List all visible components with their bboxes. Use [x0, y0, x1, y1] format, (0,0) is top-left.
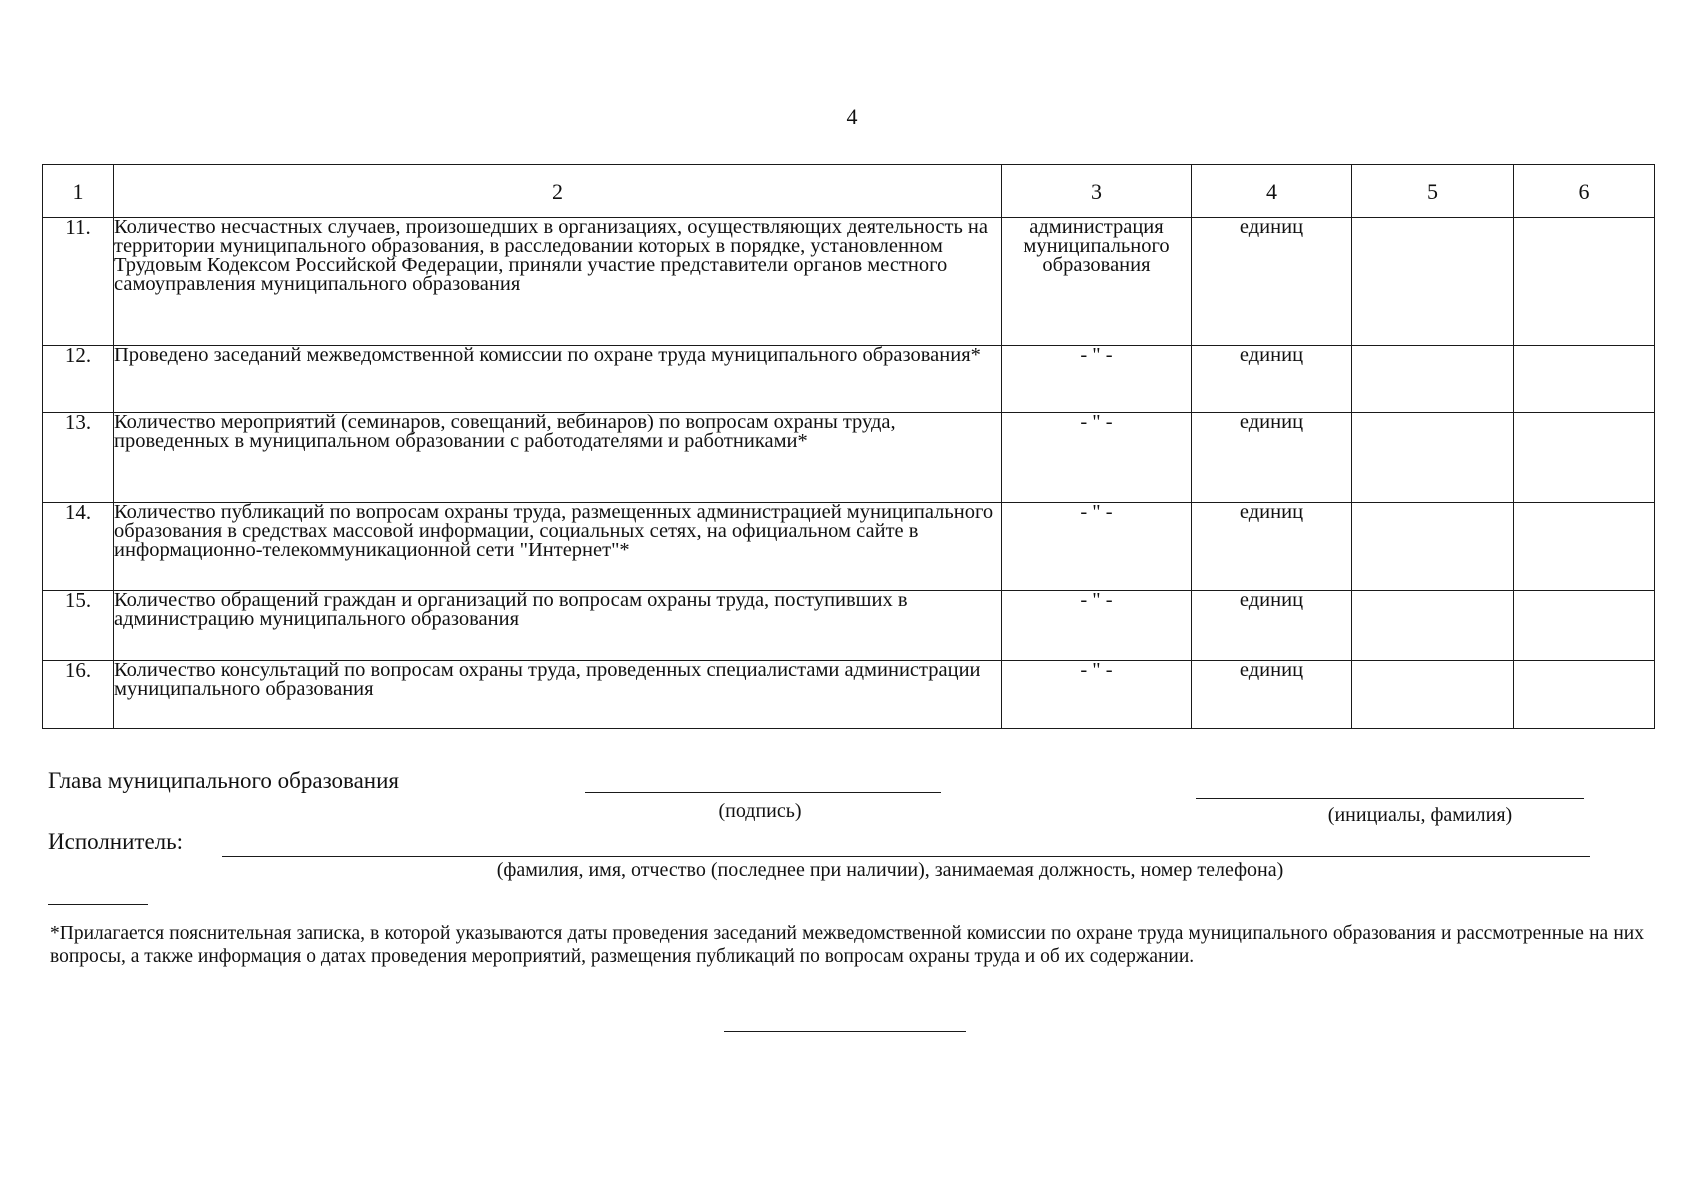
header-col-2: 2	[114, 165, 1002, 218]
table-row	[43, 413, 1655, 503]
row-number: 13.	[43, 413, 114, 503]
row-unit: единиц	[1192, 413, 1352, 503]
executor-label: Исполнитель:	[48, 829, 184, 854]
row-col6-cell[interactable]	[1514, 661, 1655, 729]
executor-caption: (фамилия, имя, отчество (последнее при наличии), занимаемая должность, номер телефона)	[496, 859, 1284, 881]
row-col6-cell[interactable]	[1514, 591, 1655, 661]
header-col-3: 3	[1002, 165, 1192, 218]
row-number: 15.	[43, 591, 114, 661]
footnote-separator	[48, 904, 148, 905]
row-description: Количество несчастных случаев, произошедших в организациях, осуществляющих деятельность на территории муниципального образования, в расследовании которых в порядке, установленном Трудовым Кодексом Российской Федерации, приняли участие представители органов местного самоуправления муниципального образования	[114, 218, 1002, 346]
row-description: Проведено заседаний межведомственной комиссии по охране труда муниципального образования*	[114, 346, 1002, 413]
row-number: 16.	[43, 661, 114, 729]
table-row	[43, 218, 1655, 346]
row-responsible: - " -	[1002, 503, 1192, 591]
header-col-1: 1	[43, 165, 114, 218]
row-unit: единиц	[1192, 503, 1352, 591]
signature-line[interactable]	[585, 792, 941, 793]
table-row	[43, 661, 1655, 729]
row-unit: единиц	[1192, 218, 1352, 346]
row-responsible: администрация муниципального образования	[1002, 218, 1192, 346]
row-description: Количество консультаций по вопросам охраны труда, проведенных специалистами администрации муниципального образования	[114, 661, 1002, 729]
row-description: Количество публикаций по вопросам охраны труда, размещенных администрацией муниципального образования в средствах массовой информации, социальных сетях, на официальном сайте в информационно-телекоммуникационной сети "Интернет"*	[114, 503, 1002, 591]
row-col5-cell[interactable]	[1352, 661, 1514, 729]
footnote: *Прилагается пояснительная записка, в которой указываются даты проведения заседаний межведомственной комиссии по охране труда муниципального образования и рассмотренные на них вопросы, а также информация о датах проведения мероприятий, размещения публикаций по вопросам охраны труда и об их содержании.	[50, 923, 1644, 967]
row-description: Количество обращений граждан и организаций по вопросам охраны труда, поступивших в администрацию муниципального образования	[114, 591, 1002, 661]
header-col-5: 5	[1352, 165, 1514, 218]
row-unit: единиц	[1192, 661, 1352, 729]
row-responsible: - " -	[1002, 346, 1192, 413]
row-col6-cell[interactable]	[1514, 346, 1655, 413]
report-table	[42, 164, 1655, 729]
row-col6-cell[interactable]	[1514, 413, 1655, 503]
head-of-municipality-label: Глава муниципального образования	[48, 768, 399, 793]
table-row	[43, 503, 1655, 591]
row-col6-cell[interactable]	[1514, 218, 1655, 346]
page-number: 4	[846, 104, 858, 129]
header-col-6: 6	[1514, 165, 1655, 218]
row-col5-cell[interactable]	[1352, 503, 1514, 591]
row-number: 12.	[43, 346, 114, 413]
header-col-4: 4	[1192, 165, 1352, 218]
row-col5-cell[interactable]	[1352, 413, 1514, 503]
row-col5-cell[interactable]	[1352, 218, 1514, 346]
row-unit: единиц	[1192, 591, 1352, 661]
table-row	[43, 591, 1655, 661]
end-of-document-line	[724, 1031, 966, 1032]
table-header-row	[43, 165, 1655, 218]
name-caption: (инициалы, фамилия)	[1327, 804, 1513, 826]
executor-line[interactable]	[222, 856, 1590, 857]
row-col5-cell[interactable]	[1352, 591, 1514, 661]
row-col5-cell[interactable]	[1352, 346, 1514, 413]
row-number: 11.	[43, 218, 114, 346]
row-responsible: - " -	[1002, 591, 1192, 661]
table-row	[43, 346, 1655, 413]
row-number: 14.	[43, 503, 114, 591]
row-responsible: - " -	[1002, 661, 1192, 729]
row-description: Количество мероприятий (семинаров, совещаний, вебинаров) по вопросам охраны труда, проведенных в муниципальном образовании с работодателями и работниками*	[114, 413, 1002, 503]
row-responsible: - " -	[1002, 413, 1192, 503]
row-unit: единиц	[1192, 346, 1352, 413]
row-col6-cell[interactable]	[1514, 503, 1655, 591]
name-line[interactable]	[1196, 798, 1584, 799]
signature-caption: (подпись)	[718, 800, 802, 822]
